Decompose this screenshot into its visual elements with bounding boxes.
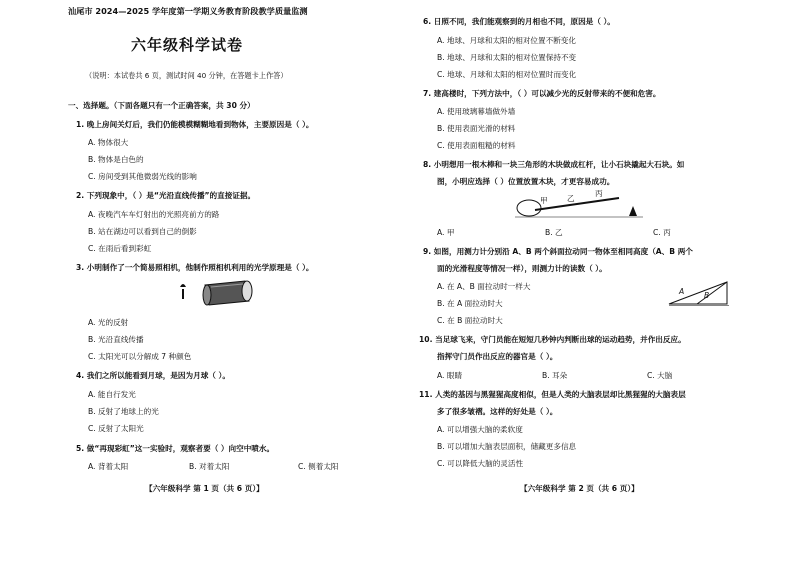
q6-option-a: A. 地球、月球和太阳的相对位置不断变化 [437,36,576,45]
pinhole-camera-figure [175,279,271,307]
plane-label-b: B [704,291,710,300]
question-3: 3. 小明制作了一个简易照相机，他制作照相机利用的光学原理是（ ）。 [76,263,314,272]
q2-option-a: A. 夜晚汽车车灯射出的光照亮前方的路 [88,210,220,219]
q9-option-a: A. 在 A、B 面拉动时一样大 [437,282,531,291]
section-heading: 一、选择题。（下面各题只有一个正确答案，共 30 分） [68,101,255,110]
lever-figure [515,190,645,220]
q8-option-b: B. 乙 [545,228,563,237]
lever-label-yi: 乙 [567,194,575,203]
q6-option-b: B. 地球、月球和太阳的相对位置保持不变 [437,53,577,62]
q1-option-c: C. 房间受到其他微弱光线的影响 [88,172,197,181]
question-2: 2. 下列现象中，（ ）是“光沿直线传播”的直接证据。 [76,191,256,200]
q5-option-a: A. 背着太阳 [88,462,129,471]
q10-option-c: C. 大脑 [647,371,673,380]
inclined-planes-figure [667,278,731,306]
q4-option-c: C. 反射了太阳光 [88,424,144,433]
question-9: 9. 如图，用测力计分别沿 A、B 两个斜面拉动同一物体至相同高度（A、B 两个 [423,247,693,256]
q6-option-c: C. 地球、月球和太阳的相对位置时而变化 [437,70,577,79]
q9-option-c: C. 在 B 面拉动时大 [437,316,503,325]
q4-option-a: A. 能自行发光 [88,390,136,399]
q10-option-b: B. 耳朵 [542,371,568,380]
question-9-line2: 面的光滑程度等情况一样），则测力计的读数（ ）。 [437,264,607,273]
q7-option-a: A. 使用玻璃幕墙做外墙 [437,107,516,116]
q5-option-b: B. 对着太阳 [189,462,230,471]
q11-option-b: B. 可以增加大脑表层面积，储藏更多信息 [437,442,577,451]
exam-title: 六年级科学试卷 [131,36,244,54]
question-10-line2: 指挥守门员作出反应的器官是（ ）。 [437,352,558,361]
q8-option-a: A. 甲 [437,228,455,237]
question-8: 8. 小明想用一根木棒和一块三角形的木块做成杠杆，让小石块撬起大石块。如 [423,160,685,169]
page-footer-1: 【六年级科学 第 1 页（共 6 页）】 [145,484,264,493]
q2-option-b: B. 站在湖边可以看到自己的倒影 [88,227,197,236]
q4-option-b: B. 反射了地球上的光 [88,407,159,416]
question-11: 11. 人类的基因与黑猩猩高度相似，但是人类的大脑表层却比黑猩猩的大脑表层 [419,390,686,399]
q3-option-a: A. 光的反射 [88,318,129,327]
question-8-line2: 图，小明应选择（ ）位置放置木块，才更容易成功。 [437,177,615,186]
question-11-line2: 多了很多皱褶。这样的好处是（ ）。 [437,407,558,416]
question-5: 5. 做“再现彩虹”这一实验时，观察者要（ ）向空中喷水。 [76,444,275,453]
question-7: 7. 建高楼时，下列方法中，（ ）可以减少光的反射带来的不便和危害。 [423,89,661,98]
question-4: 4. 我们之所以能看到月球，是因为月球（ ）。 [76,371,230,380]
q1-option-b: B. 物体是白色的 [88,155,144,164]
q10-option-a: A. 眼睛 [437,371,463,380]
q7-option-c: C. 使用表面粗糙的材料 [437,141,516,150]
q3-option-c: C. 太阳光可以分解成 7 种颜色 [88,352,192,361]
q5-option-c: C. 侧着太阳 [298,462,339,471]
q2-option-c: C. 在雨后看到彩虹 [88,244,152,253]
plane-label-a: A [679,287,685,296]
exam-page-2 [397,0,794,561]
q7-option-b: B. 使用表面光滑的材料 [437,124,516,133]
question-10: 10. 当足球飞来，守门员能在短短几秒钟内判断出球的运动趋势，并作出反应。 [419,335,686,344]
question-6: 6. 日照不同，我们能观察到的月相也不同，原因是（ ）。 [423,17,615,26]
q1-option-a: A. 物体很大 [88,138,129,147]
exam-header: 汕尾市 2024—2025 学年度第一学期义务教育阶段教学质量监测 [68,6,308,16]
q8-option-c: C. 丙 [653,228,671,237]
question-1: 1. 晚上房间关灯后，我们仍能模模糊糊地看到物体，主要原因是（ ）。 [76,120,314,129]
exam-note: （说明：本试卷共 6 页，测试时间 40 分钟，在答题卡上作答） [85,71,288,80]
q11-option-c: C. 可以降低大脑的灵活性 [437,459,524,468]
q3-option-b: B. 光沿直线传播 [88,335,144,344]
page-footer-2: 【六年级科学 第 2 页（共 6 页）】 [520,484,639,493]
q11-option-a: A. 可以增强大脑的柔软度 [437,425,523,434]
q9-option-b: B. 在 A 面拉动时大 [437,299,503,308]
lever-label-bing: 丙 [595,189,603,198]
lever-label-jia: 甲 [540,196,548,205]
